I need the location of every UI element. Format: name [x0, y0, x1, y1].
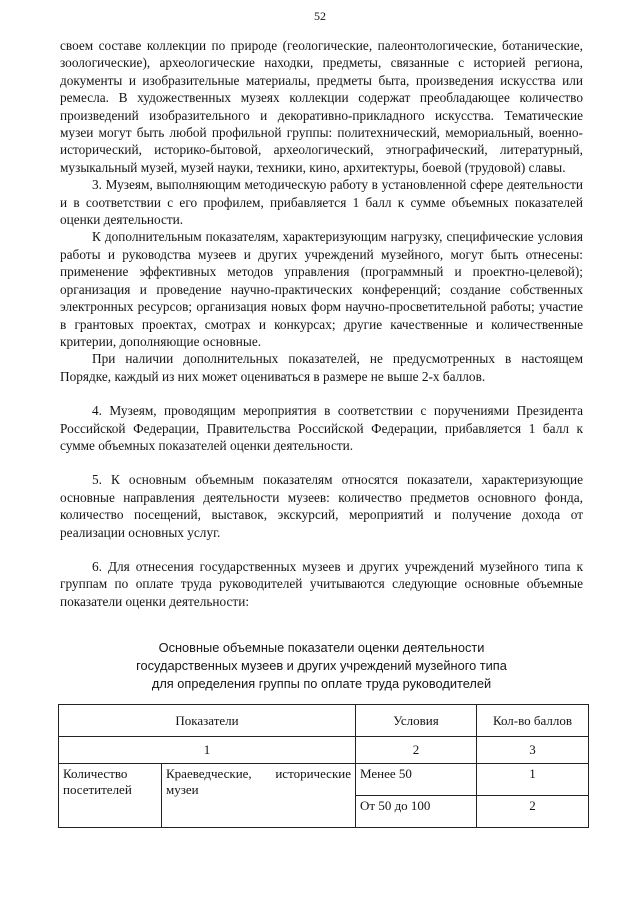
column-number: 3	[477, 737, 589, 764]
header-points: Кол-во баллов	[477, 705, 589, 737]
table-column-numbers-row	[59, 737, 589, 764]
indicators-table	[58, 704, 589, 828]
document-body	[60, 37, 583, 610]
paragraph-additional-points: При наличии дополнительных показателей, не предусмотренных в настоящем Порядке, каждый из них может оцениваться в размере не выше 2-х баллов.	[60, 351, 583, 384]
points-cell: 1	[477, 764, 589, 796]
header-indicators: Показатели	[59, 705, 356, 737]
museum-type-cell: Краеведческие, исторические музеи	[162, 764, 356, 828]
table-title-line: государственных музеев и других учреждений музейного типа	[136, 658, 507, 673]
points-cell: 2	[477, 796, 589, 828]
page-number: 52	[314, 9, 326, 23]
table-title-line: Основные объемные показатели оценки деятельности	[158, 640, 485, 655]
table-title	[60, 639, 583, 693]
paragraph-item-5: 5. К основным объемным показателям относятся показатели, характеризующие основные направления деятельности музеев: количество предметов основного фонда, количество посещений, выставок, экскурсий, мероприятий и получение дохода от реализации основных услуг.	[60, 472, 583, 540]
table-row	[59, 764, 589, 796]
paragraph-item-6: 6. Для отнесения государственных музеев и других учреждений музейного типа к группам по оплате труда руководителей учитываются следующие основные объемные показатели оценки деятельности:	[60, 558, 583, 609]
condition-cell: От 50 до 100	[356, 796, 477, 828]
column-number: 2	[356, 737, 477, 764]
condition-cell: Менее 50	[356, 764, 477, 796]
paragraph-item-4: 4. Музеям, проводящим мероприятия в соответствии с поручениями Президента Российской Федерации, Правительства Российской Федерации, прибавляется 1 балл к сумме объемных показателей оценки деятельности.	[60, 403, 583, 453]
table-header-row	[59, 705, 589, 737]
paragraph-additional-indicators: К дополнительным показателям, характеризующим нагрузку, специфические условия работы и руководства музеев и других учреждений музейного, могут быть отнесены: применение эффективных методов управления (программный и проектно-целевой); организация и проведение научно-практических конференций; создание собственных электронных ресурсов; организация новых форм научно-просветительной работы; участие в грантовых проектах, смотрах и конкурсах; другие качественные и количественные критерии, дополняющие основные.	[60, 229, 583, 349]
paragraph-item-3: 3. Музеям, выполняющим методическую работу в установленной сфере деятельности и в соответствии с его профилем, прибавляется 1 балл к сумме объемных показателей оценки деятельности.	[60, 177, 583, 228]
indicator-cell: Количество посетителей	[59, 764, 162, 828]
header-conditions: Условия	[356, 705, 477, 737]
column-number: 1	[59, 737, 356, 764]
paragraph-continuation: своем составе коллекции по природе (геологические, палеонтологические, ботанические, зоологические), археологические находки, предметы, связанные с историей региона, документы и изобразительные материалы, предметы быта, произведения искусства или ремесла. В художественных музеях коллекции содержат преобладающее количество произведений изобразительного и декоративно-прикладного искусства. Тематические музеи могут быть любой профильной группы: политехнический, мемориальный, военно-исторический, историко-бытовой, археологический, этнографический, литературный, музыкальный музей, музей науки, техники, кино, архитектуры, боевой (трудовой) славы.	[60, 38, 583, 175]
table-title-line: для определения группы по оплате труда руководителей	[151, 676, 492, 691]
